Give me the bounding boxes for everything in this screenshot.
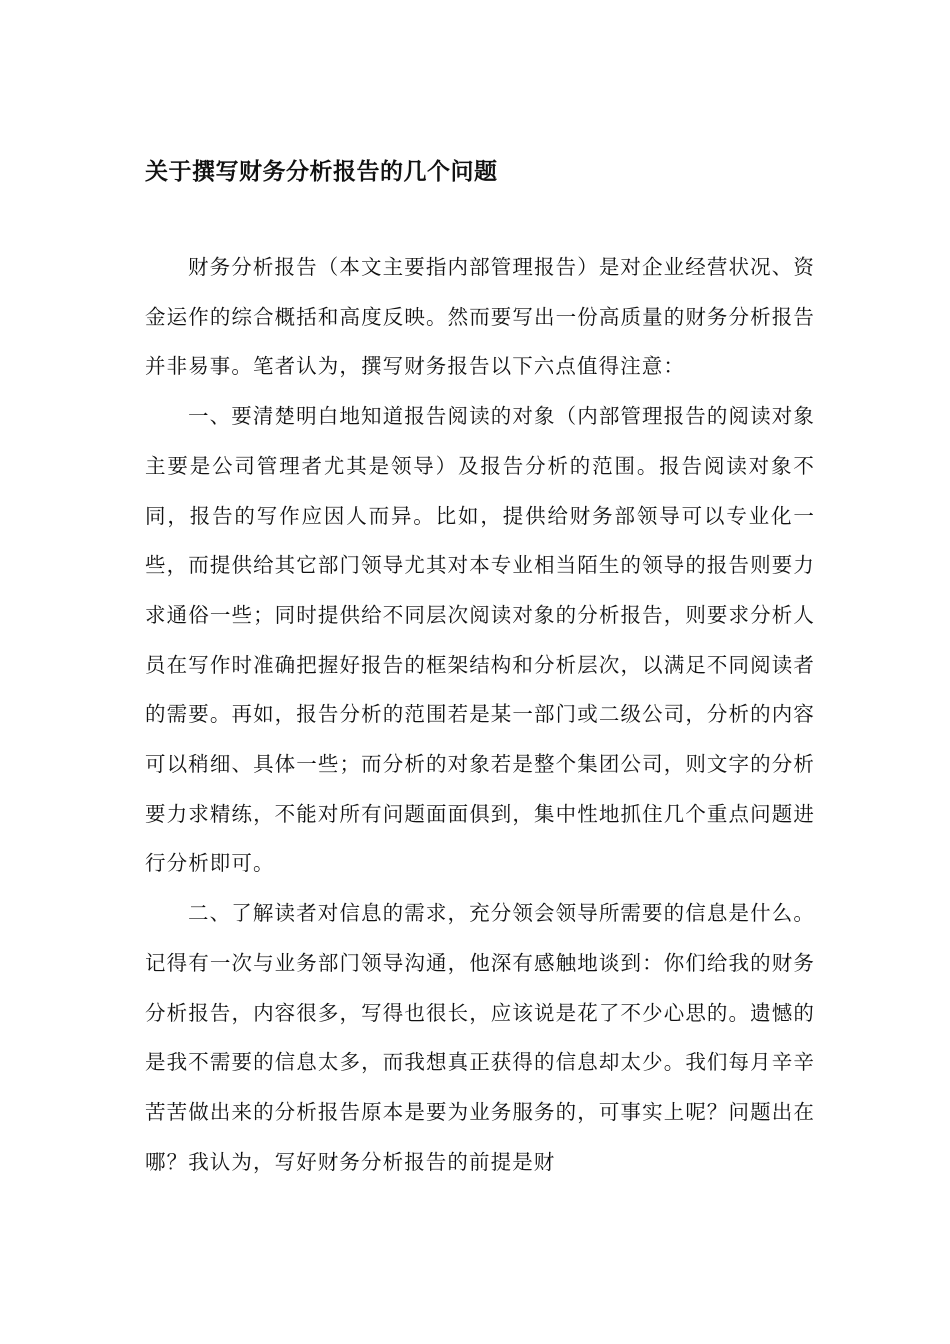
- document-title: 关于撰写财务分析报告的几个问题: [145, 159, 498, 185]
- document-body: [145, 243, 815, 1187]
- paragraph-point-one: 一、要清楚明白地知道报告阅读的对象（内部管理报告的阅读对象主要是公司管理者尤其是领导）及报告分析的范围。报告阅读对象不同，报告的写作应因人而异。比如，提供给财务部领导可以专业化一些，而提供给其它部门领导尤其对本专业相当陌生的领导的报告则要力求通俗一些；同时提供给不同层次阅读对象的分析报告，则要求分析人员在写作时准确把握好报告的框架结构和分析层次，以满足不同阅读者的需要。再如，报告分析的范围若是某一部门或二级公司，分析的内容可以稍细、具体一些；而分析的对象若是整个集团公司，则文字的分析要力求精练，不能对所有问题面面俱到，集中性地抓住几个重点问题进行分析即可。: [145, 404, 815, 876]
- paragraph-point-two: 二、了解读者对信息的需求，充分领会领导所需要的信息是什么。记得有一次与业务部门领导沟通，他深有感触地谈到：你们给我的财务分析报告，内容很多，写得也很长，应该说是花了不少心思的。遗憾的是我不需要的信息太多，而我想真正获得的信息却太少。我们每月辛辛苦苦做出来的分析报告原本是要为业务服务的，可事实上呢？问题出在哪？我认为，写好财务分析报告的前提是财: [145, 901, 815, 1174]
- paragraph-intro: 财务分析报告（本文主要指内部管理报告）是对企业经营状况、资金运作的综合概括和高度反映。然而要写出一份高质量的财务分析报告并非易事。笔者认为，撰写财务报告以下六点值得注意：: [145, 255, 815, 379]
